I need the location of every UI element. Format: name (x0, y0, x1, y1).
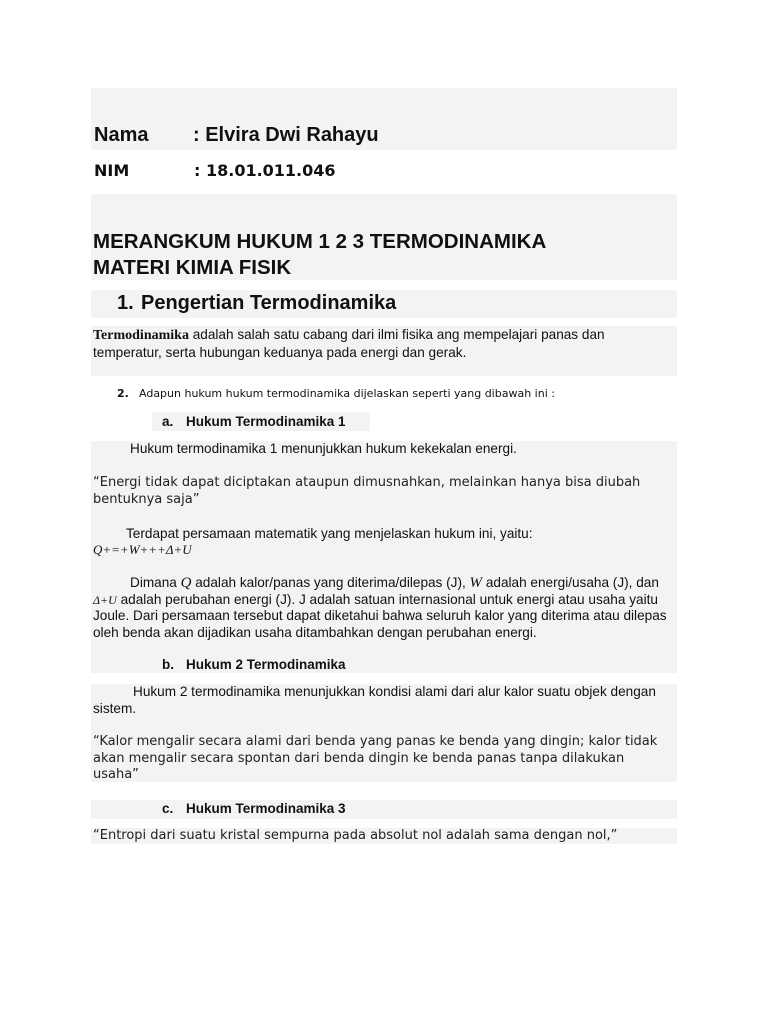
title-line-2: MATERI KIMIA FISIK (93, 256, 292, 279)
document-title (93, 229, 546, 281)
section2-number: 2. (117, 387, 129, 400)
law1-equation: Q+=+W+++Δ+U (93, 542, 192, 557)
law2-letter: b. (162, 657, 174, 672)
law1-quote: “Energi tidak dapat diciptakan ataupun dimusnahkan, melainkan hanya bisa diubah bentuknya saja” (93, 475, 641, 507)
law1-desc-d: adalah perubahan energi (J). J adalah satuan internasional untuk energi atau usaha yaitu Joule. Dari persamaan tersebut dapat diketahui bahwa seluruh kalor yang diterima atau dilepas oleh benda akan dijadikan usaha ditambahkan dengan perubahan energi. (93, 591, 667, 640)
symbol-delta-u: Δ+U (93, 592, 117, 607)
nim-value: : 18.01.011.046 (194, 161, 336, 180)
symbol-w: W (469, 575, 483, 591)
law1-letter: a. (162, 414, 174, 429)
law3-letter: c. (162, 801, 174, 816)
law3-heading-band (91, 800, 677, 819)
law1-description (93, 575, 668, 641)
law1-desc-c: adalah energi/usaha (J), dan (482, 575, 659, 590)
nim-label: NIM (94, 161, 130, 180)
section2-heading: Adapun hukum hukum termodinamika dijelaskan seperti yang dibawah ini : (139, 387, 555, 400)
nama-value: : Elvira Dwi Rahayu (193, 124, 379, 146)
law2-heading: Hukum 2 Termodinamika (186, 657, 346, 672)
law2-quote: “Kalor mengalir secara alami dari benda yang panas ke benda yang dingin; kalor tidak akan mengalir secara spontan dari benda dingin ke benda panas tanpa dilakukan usaha” (93, 734, 658, 782)
section1-number: 1. (117, 292, 134, 314)
law1-desc-a: Dimana (130, 575, 181, 590)
law1-heading: Hukum Termodinamika 1 (186, 414, 346, 429)
law1-desc-b: adalah kalor/panas yang diterima/dilepas (J), (191, 575, 470, 590)
section1-text: adalah salah satu cabang dari ilmi fisika ang mempelajari panas dan temperatur, serta hubungan keduanya pada energi dan gerak. (93, 327, 605, 360)
symbol-q: Q (180, 575, 192, 591)
title-line-1: MERANGKUM HUKUM 1 2 3 TERMODINAMIKA (93, 230, 547, 253)
law2-intro-text: Hukum 2 termodinamika menunjukkan kondisi alami dari alur kalor suatu objek dengan sistem. (93, 684, 656, 716)
law3-heading: Hukum Termodinamika 3 (186, 801, 346, 816)
section1-heading: Pengertian Termodinamika (141, 292, 397, 314)
law1-equation-intro: Terdapat persamaan matematik yang menjelaskan hukum ini, yaitu: (126, 526, 533, 541)
section1-paragraph (93, 327, 673, 361)
nama-label: Nama (94, 124, 149, 146)
law2-intro (93, 684, 668, 717)
term-termodinamika: Termodinamika (93, 328, 189, 343)
law3-quote: “Entropi dari suatu kristal sempurna pada absolut nol adalah sama dengan nol,” (93, 828, 618, 843)
law1-intro: Hukum termodinamika 1 menunjukkan hukum kekekalan energi. (130, 441, 517, 456)
header-band (91, 88, 677, 150)
